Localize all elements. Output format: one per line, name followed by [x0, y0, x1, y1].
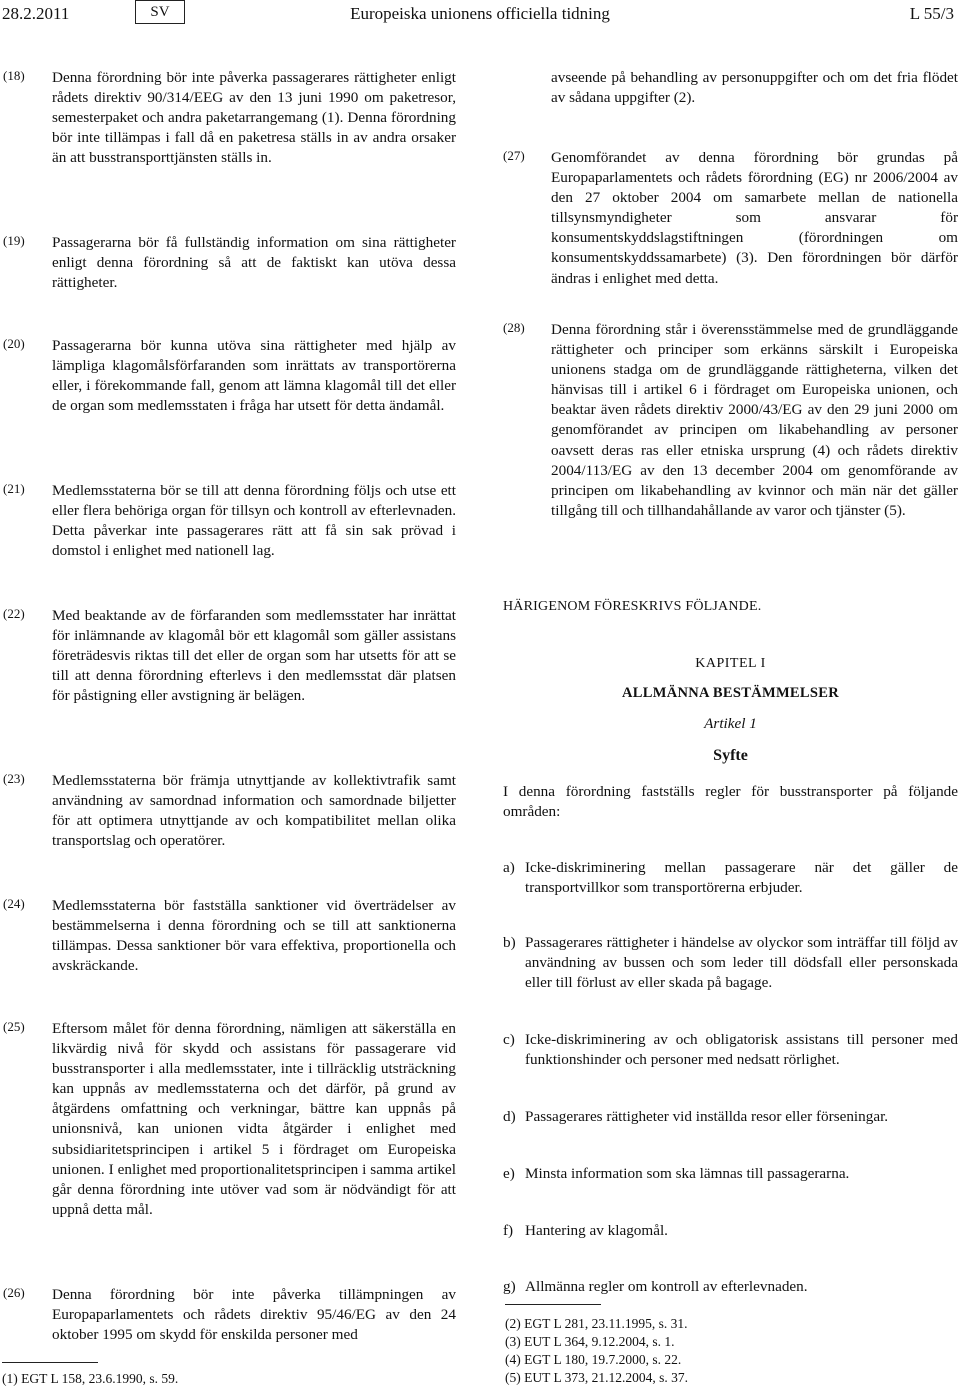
recital-text: Medlemsstaterna bör fastställa sanktioner vid överträdelser av bestämmelserna i denna förordning och se till att sanktionerna tillämpas. Dessa sanktioner bör vara effektiva, proportionella och avskräckande. — [52, 897, 456, 975]
recital-text: Passagerarna bör kunna utöva sina rättigheter med hjälp av lämpliga klagomålsförfaranden som inrättats av transportörerna eller, i förekommande fall, genom att lämna klagomål till det eller de organ som medlemsstaten i fråga har utsett för detta ändamål. — [52, 337, 456, 415]
recital-26-continuation: avseende på behandling av personuppgifter och om det fria flödet av sådana uppgifter (2). — [551, 69, 958, 107]
page-reference: L 55/3 — [909, 4, 954, 23]
recital-text: Medlemsstaterna bör se till att denna förordning följs och utse ett eller flera behöriga organ för tillsyn och kontroll av efterlevnaden. Detta påverkar inte passagerares rätt att få sin sak prövad i domstol i enlighet med nationell lag. — [52, 482, 456, 560]
footnote-5: (5) EUT L 373, 21.12.2004, s. 37. — [505, 1370, 688, 1385]
list-item — [503, 1107, 958, 1127]
item-label: g) — [503, 1278, 516, 1295]
item-label: e) — [503, 1165, 515, 1182]
item-label: b) — [503, 934, 516, 951]
item-text: Icke-diskriminering mellan passagerare när det gäller de transportvillkor som transportörerna erbjuder. — [525, 859, 958, 897]
item-text: Hantering av klagomål. — [525, 1222, 668, 1239]
chapter-number: KAPITEL I — [695, 656, 766, 671]
item-label: f) — [503, 1222, 514, 1239]
recital-number: (25) — [3, 1019, 25, 1034]
article-intro: I denna förordning fastställs regler för busstransporter på följande områden: — [503, 783, 958, 821]
recital-text: Med beaktande av de förfaranden som medlemsstater har inrättat för inlämnande av klagomål bör ett klagomål som gäller assistans företrädesvis riktas till det eller de organ som har utsetts för att se till att denna förordning efterlevs i den medlemsstat där platsen för påstigning eller avstigning är belägen. — [52, 607, 456, 705]
list-item — [503, 1221, 958, 1241]
item-label: a) — [503, 859, 515, 876]
chapter-title: ALLMÄNNA BESTÄMMELSER — [622, 685, 839, 701]
footnote-4: (4) EGT L 180, 19.7.2000, s. 22. — [505, 1352, 682, 1367]
recital-text: Denna förordning bör inte påverka passagerares rättigheter enligt rådets direktiv 90/314/EEG av den 13 juni 1990 om paketresor, semesterpaket och andra paketarrangemang (1). Denna förordning bör inte tillämpas i fall då en paketresa ställs in av andra orsaker än att busstransporttjänsten ställs in. — [52, 69, 456, 167]
recital-text: Denna förordning bör inte påverka tillämpningen av Europaparlamentets och rådets direktiv 95/46/EG av den 24 oktober 1995 om skydd för enskilda personer med — [52, 1286, 456, 1344]
recital-number: (23) — [3, 771, 25, 786]
item-text: Icke-diskriminering av och obligatorisk assistans till personer med funktionshinder och personer med nedsatt rörlighet. — [525, 1031, 958, 1069]
enacting-formula: HÄRIGENOM FÖRESKRIVS FÖLJANDE. — [503, 599, 762, 614]
article-title: Syfte — [713, 747, 748, 764]
list-item — [503, 858, 958, 898]
footnote-2: (2) EGT L 281, 23.11.1995, s. 31. — [505, 1316, 688, 1331]
journal-title: Europeiska unionens officiella tidning — [350, 4, 610, 23]
list-item — [503, 1277, 958, 1297]
item-text: Allmänna regler om kontroll av efterlevnaden. — [525, 1278, 808, 1295]
list-item — [503, 933, 958, 993]
footnote-divider — [2, 1362, 98, 1363]
list-item — [503, 1164, 958, 1184]
item-text: Passagerares rättigheter vid inställda resor eller förseningar. — [525, 1108, 889, 1125]
recital-number: (26) — [3, 1285, 25, 1300]
recital-number: (21) — [3, 481, 25, 496]
item-label: c) — [503, 1031, 515, 1048]
language-badge: SV — [135, 0, 185, 24]
recital-text: Medlemsstaterna bör främja utnyttjande av kollektivtrafik samt användning av samordnad information och samordnade biljetter för att optimera utnyttjande av och kompatibilitet mellan olika transportslag och operatörer. — [52, 772, 456, 850]
recital-number: (18) — [3, 68, 25, 83]
publication-date: 28.2.2011 — [2, 4, 70, 23]
recital-text: Passagerarna bör få fullständig information om sina rättigheter enligt denna förordning så att de faktiskt kan utöva dessa rättigheter. — [52, 234, 456, 292]
footnote-divider — [505, 1304, 601, 1305]
recital-text: Eftersom målet för denna förordning, nämligen att säkerställa en likvärdig nivå för skydd och assistans för passagerare vid busstransporter i alla medlemsstater, inte i tillräcklig utsträckning kan uppnås av medlemsstaterna och det därför, på grund av åtgärdens omfattning och verkningar, bättre kan uppnås på unionsnivå, kan unionen vidta åtgärder i enlighet med subsidiaritetsprincipen i artikel 5 i fördraget om Europeiska unionen. I enlighet med proportionalitetsprincipen i samma artikel går denna förordning inte utöver vad som är nödvändigt för att uppnå detta mål. — [52, 1020, 456, 1218]
recital-number: (22) — [3, 606, 25, 621]
recital-number: (27) — [503, 148, 525, 163]
article-number: Artikel 1 — [704, 715, 757, 732]
item-label: d) — [503, 1108, 516, 1125]
recital-number: (28) — [503, 320, 525, 335]
recital-text: Denna förordning står i överensstämmelse med de grundläggande rättigheter och principer som erkänns särskilt i Europeiska unionens stadga om de grundläggande rättigheterna, vilken det hänvisas till i artikel 6 i fördraget om Europeiska unionen, och beaktar även rådets direktiv 2000/43/EG av den 29 juni 2000 om genomförandet av principen om likabehandling av personer oavsett deras ras eller etniska ursprung (4) och rådets direktiv 2004/113/EG av den 13 december 2004 om genomförande av principen om likabehandling av kvinnor och män när det gäller tillgång till och tillhandahållande av varor och tjänster (5). — [551, 321, 958, 519]
recital-number: (24) — [3, 896, 25, 911]
recital-text: Genomförandet av denna förordning bör grundas på Europaparlamentets och rådets förordning (EG) nr 2006/2004 av den 27 oktober 2004 om samarbete mellan de nationella tillsynsmyndigheter som ansvarar för konsumentskyddslagstiftningen (förordningen om konsumentskyddssamarbete) (3). Den förordningen bör därför ändras i enlighet med detta. — [551, 149, 958, 287]
page-header — [0, 0, 960, 30]
recital-number: (20) — [3, 336, 25, 351]
item-text: Minsta information som ska lämnas till passagerarna. — [525, 1165, 850, 1182]
recital-number: (19) — [3, 233, 25, 248]
footnote-1: (1) EGT L 158, 23.6.1990, s. 59. — [2, 1371, 179, 1386]
footnote-3: (3) EUT L 364, 9.12.2004, s. 1. — [505, 1334, 675, 1349]
list-item — [503, 1030, 958, 1070]
item-text: Passagerares rättigheter i händelse av olyckor som inträffar till följd av användning av bussen och som leder till dödsfall eller personskada eller till förlust av eller skada på bagage. — [525, 934, 958, 992]
